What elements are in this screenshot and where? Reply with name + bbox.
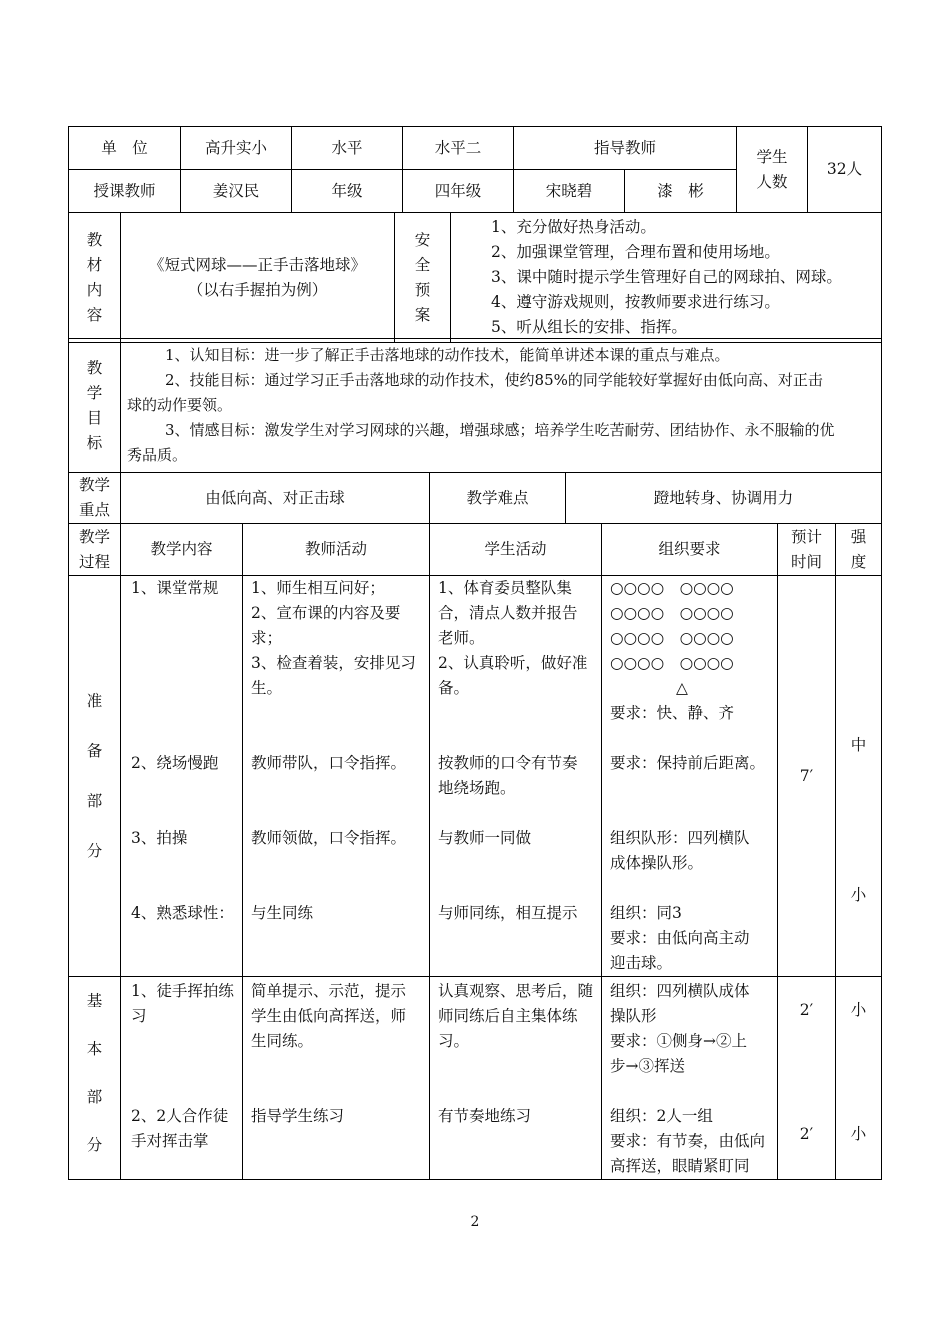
prep-label-char: 分 (86, 842, 103, 860)
basic-org-line: 要求：有节奏，由低向 (610, 1132, 766, 1150)
basic-org-line: 组织：四列横队成体 (610, 982, 750, 1000)
prep-org-line: 要求：快、静、齐 (610, 704, 735, 722)
teacher-activity-header: 教师活动 (243, 524, 430, 576)
prep-content-item: 3、拍操 (131, 829, 188, 847)
basic-content-line: 习 (131, 1007, 147, 1025)
content-title-line1: 《短式网球——正手击落地球》 (148, 255, 366, 274)
grade-label: 年级 (292, 170, 403, 213)
prep-student-line: 备。 (438, 679, 470, 697)
content-label (69, 213, 121, 343)
safety-item: 3、课中随时提示学生管理好自己的网球拍、网球。 (491, 268, 842, 286)
basic-label (69, 977, 121, 1180)
stage-header-line1: 教学 (78, 527, 110, 546)
header-table (68, 126, 882, 213)
intensity-header (836, 524, 882, 576)
basic-student-line: 师同练后自主集体练 (438, 1007, 578, 1025)
basic-time-value: 2′ (799, 1001, 814, 1019)
goals-label-char: 学 (86, 383, 103, 402)
safety-item: 2、加强课堂管理，合理布置和使用场地。 (491, 243, 780, 261)
basic-intensity-value: 小 (850, 1001, 867, 1019)
safety-plan (451, 213, 882, 343)
safety-item: 1、充分做好热身活动。 (491, 218, 656, 236)
prep-student-line: 与师同练，相互提示 (438, 904, 578, 922)
prep-student-line: 2、认真聆听，做好准 (438, 654, 588, 672)
prep-teacher-line: 教师带队，口令指挥。 (251, 754, 407, 772)
goals-label (69, 339, 121, 473)
focus-label-line1: 教学 (78, 476, 110, 494)
student-activity-header: 学生活动 (430, 524, 602, 576)
prep-student-line: 合，清点人数并报告 (438, 604, 578, 622)
prep-intensity-value: 中 (850, 736, 867, 754)
basic-student-line: 有节奏地练习 (438, 1107, 532, 1125)
content-header: 教学内容 (121, 524, 243, 576)
formation-row: ○○○○ ○○○○ (610, 579, 734, 597)
page-number: 2 (470, 1214, 480, 1230)
prep-teacher-line: 生。 (251, 679, 283, 697)
prep-teacher-line: 求； (251, 629, 283, 647)
level-label: 水平 (292, 127, 403, 170)
teacher-label: 授课教师 (69, 170, 181, 213)
basic-org-line: 步→③挥送 (610, 1057, 685, 1075)
intensity-header-line1: 强 (850, 527, 867, 546)
students-value: 32人 (808, 127, 882, 213)
teacher-position-icon: △ (676, 679, 688, 697)
content-table (68, 212, 882, 343)
safety-item: 5、听从组长的安排、指挥。 (491, 318, 687, 336)
level-value: 水平二 (403, 127, 514, 170)
prep-org-line: 要求：由低向高主动 (610, 929, 750, 947)
difficulty-value: 蹬地转身、协调用力 (566, 473, 882, 524)
formation-row: ○○○○ ○○○○ (610, 629, 734, 647)
process-table (68, 523, 882, 1180)
unit-value: 高升实小 (181, 127, 292, 170)
content-title-line2: （以右手握拍为例） (187, 280, 328, 299)
basic-intensity-value: 小 (850, 1125, 867, 1143)
teacher-value: 姜汉民 (181, 170, 292, 213)
prep-student-line: 老师。 (438, 629, 485, 647)
intensity-header-line2: 度 (850, 552, 867, 571)
basic-content-line: 手对挥击掌 (131, 1132, 209, 1150)
basic-student-line: 认真观察、思考后，随 (438, 982, 594, 1000)
process-stage-header (69, 524, 121, 576)
students-label-line1: 学生 (756, 147, 788, 166)
basic-org-line: 要求：①侧身→②上 (610, 1032, 747, 1050)
focus-value: 由低向高、对正击球 (121, 473, 430, 524)
safety-label (395, 213, 451, 343)
prep-content-item: 4、熟悉球性： (131, 904, 234, 922)
prep-org-line: 组织队形：四列横队 (610, 829, 750, 847)
basic-teacher-line: 指导学生练习 (251, 1107, 345, 1125)
prep-label-char: 部 (86, 792, 103, 810)
prep-org-line: 成体操队形。 (610, 854, 704, 872)
prep-student-line: 1、体育委员整队集 (438, 579, 572, 597)
prep-teacher-line: 与生同练 (251, 904, 314, 922)
organization-header: 组织要求 (602, 524, 778, 576)
time-header (778, 524, 836, 576)
time-header-line2: 时间 (790, 552, 822, 571)
unit-label: 单 位 (69, 127, 181, 170)
basic-teacher-line: 生同练。 (251, 1032, 314, 1050)
prep-org-line: 要求：保持前后距离。 (610, 754, 766, 772)
prep-content-item: 2、绕场慢跑 (131, 754, 219, 772)
focus-label-line2: 重点 (78, 501, 110, 519)
goals-text (121, 339, 882, 473)
prep-org-line: 组织：同3 (610, 904, 682, 922)
difficulty-label: 教学难点 (430, 473, 566, 524)
prep-row (69, 576, 882, 977)
prep-intensity (836, 576, 882, 977)
goal-skill-cont: 球的动作要领。 (127, 396, 233, 414)
prep-org-line: 迎击球。 (610, 954, 673, 972)
basic-student (430, 977, 602, 1180)
basic-row (69, 977, 882, 1180)
content-title (121, 213, 395, 343)
time-header-line1: 预计 (790, 527, 822, 546)
goal-emotion: 3、情感目标：激发学生对学习网球的兴趣，增强球感；培养学生吃苦耐劳、团结协作、永不服输的优 (165, 421, 835, 439)
safety-label-char: 案 (414, 305, 431, 324)
prep-time (778, 576, 836, 977)
goal-cognitive: 1、认知目标：进一步了解正手击落地球的动作技术，能简单讲述本课的重点与难点。 (165, 346, 730, 364)
focus-label (69, 473, 121, 524)
focus-table (68, 472, 882, 524)
basic-label-char: 分 (86, 1136, 103, 1154)
formation-row: ○○○○ ○○○○ (610, 654, 734, 672)
prep-student-line: 与教师一同做 (438, 829, 532, 847)
safety-label-char: 预 (414, 280, 431, 299)
basic-student-line: 习。 (438, 1032, 470, 1050)
basic-org-line: 高挥送，眼睛紧盯同 (610, 1157, 750, 1175)
basic-label-char: 本 (86, 1040, 103, 1058)
prep-teacher-line: 2、宣布课的内容及要 (251, 604, 401, 622)
basic-label-char: 部 (86, 1088, 103, 1106)
prep-teacher (243, 576, 430, 977)
basic-content-line: 1、徒手挥拍练 (131, 982, 234, 1000)
prep-intensity-value: 小 (850, 886, 867, 904)
basic-intensity (836, 977, 882, 1180)
prep-label-char: 备 (86, 742, 103, 760)
content-label-char: 材 (86, 255, 103, 274)
prep-student (430, 576, 602, 977)
prep-student-line: 地绕场跑。 (438, 779, 516, 797)
safety-label-char: 安 (414, 230, 431, 249)
formation-row: ○○○○ ○○○○ (610, 604, 734, 622)
prep-teacher-line: 教师领做，口令指挥。 (251, 829, 407, 847)
supervisor-2: 漆 彬 (625, 170, 737, 213)
goals-table (68, 338, 882, 473)
basic-org-line: 操队形 (610, 1007, 657, 1025)
basic-time-value: 2′ (799, 1125, 814, 1143)
basic-teacher-line: 学生由低向高挥送，师 (251, 1007, 407, 1025)
goal-skill: 2、技能目标：通过学习正手击落地球的动作技术，使约85%的同学能较好掌握好由低向高、对正击 (165, 371, 823, 389)
goals-label-char: 教 (86, 358, 103, 377)
goals-label-char: 标 (86, 433, 103, 452)
content-label-char: 内 (86, 280, 103, 299)
supervisor-label: 指导教师 (514, 127, 737, 170)
prep-teacher-line: 1、师生相互问好； (251, 579, 385, 597)
supervisor-1: 宋晓碧 (514, 170, 625, 213)
safety-item: 4、遵守游戏规则，按教师要求进行练习。 (491, 293, 780, 311)
prep-teacher-line: 3、检查着装，安排见习 (251, 654, 416, 672)
safety-label-char: 全 (414, 255, 431, 274)
basic-content-line: 2、2人合作徒 (131, 1107, 229, 1125)
basic-org-line: 组织：2人一组 (610, 1107, 713, 1125)
basic-teacher-line: 简单提示、示范，提示 (251, 982, 407, 1000)
goal-emotion-cont: 秀品质。 (127, 446, 188, 464)
prep-label-char: 准 (86, 692, 103, 710)
content-label-char: 容 (86, 305, 103, 324)
basic-time (778, 977, 836, 1180)
prep-label (69, 576, 121, 977)
basic-teacher (243, 977, 430, 1180)
prep-student-line: 按教师的口令有节奏 (438, 754, 578, 772)
grade-value: 四年级 (403, 170, 514, 213)
prep-content-item: 1、课堂常规 (131, 579, 219, 597)
students-label-line2: 人数 (756, 172, 788, 191)
basic-content (121, 977, 243, 1180)
prep-time-value: 7′ (799, 766, 814, 785)
stage-header-line2: 过程 (78, 552, 110, 571)
content-label-char: 教 (86, 230, 103, 249)
students-label (737, 127, 808, 213)
basic-organization (602, 977, 778, 1180)
basic-label-char: 基 (86, 992, 103, 1010)
prep-organization (602, 576, 778, 977)
prep-content (121, 576, 243, 977)
goals-label-char: 目 (86, 408, 103, 427)
